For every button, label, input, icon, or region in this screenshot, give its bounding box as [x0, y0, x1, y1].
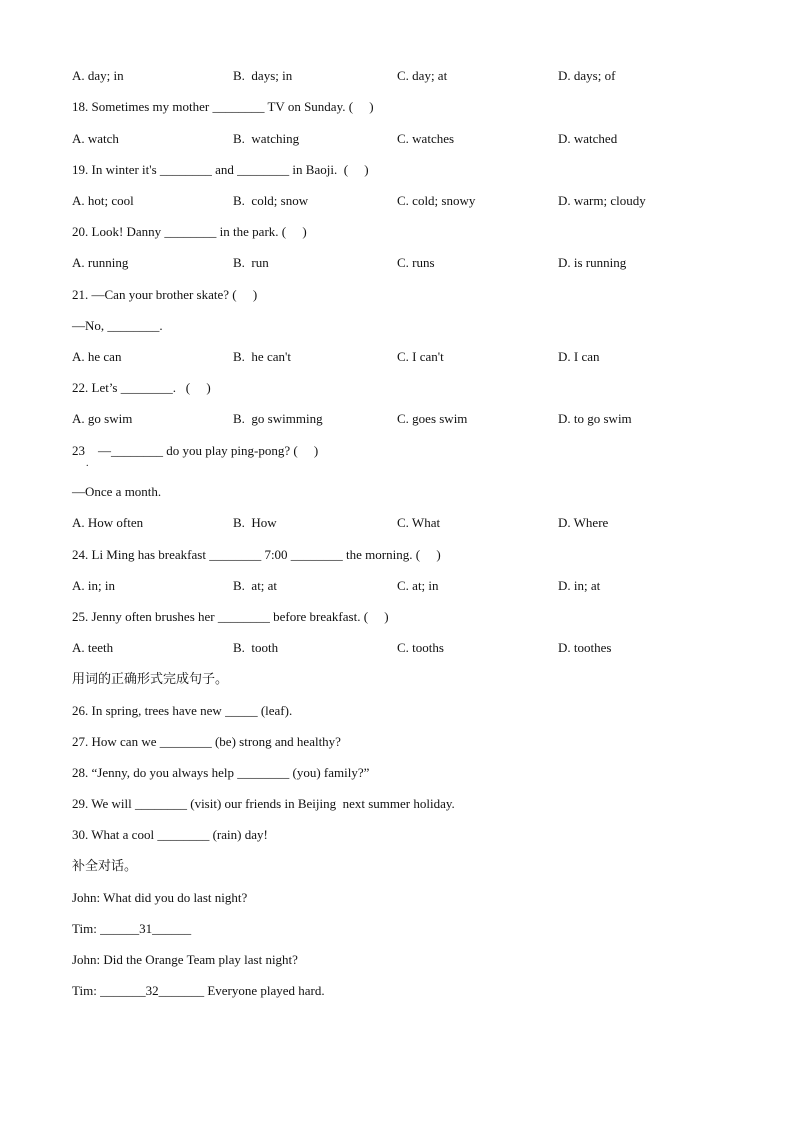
- q22-stem: 22. Let’s ________. ( ): [72, 380, 211, 395]
- q21-option-c: C. I can't: [397, 349, 444, 364]
- q22-option-c: C. goes swim: [397, 411, 468, 426]
- section-title-fill-in: 用词的正确形式完成句子。: [72, 672, 229, 687]
- q23-option-b: B. How: [233, 515, 277, 530]
- fill-item-30: 30. What a cool ________ (rain) day!: [72, 827, 268, 842]
- dialogue-line-4: Tim: _______32_______ Everyone played hard.: [72, 983, 325, 998]
- q19-stem: 19. In winter it's ________ and ________ in Baoji. ( ): [72, 162, 369, 177]
- fill-item-29: 29. We will ________ (visit) our friends in Beijing next summer holiday.: [72, 796, 455, 811]
- q23-option-a: A. How often: [72, 515, 144, 530]
- q25-option-a: A. teeth: [72, 640, 114, 655]
- q19-option-c: C. cold; snowy: [397, 193, 476, 208]
- q18-option-d: D. watched: [558, 131, 618, 146]
- q25-stem: 25. Jenny often brushes her ________ before breakfast. ( ): [72, 609, 389, 624]
- q21-option-b: B. he can't: [233, 349, 291, 364]
- q19-option-d: D. warm; cloudy: [558, 193, 646, 208]
- q17-option-d: D. days; of: [558, 68, 616, 83]
- q23-reply: —Once a month.: [72, 484, 162, 499]
- fill-item-26: 26. In spring, trees have new _____ (leaf).: [72, 703, 293, 718]
- q20-option-a: A. running: [72, 255, 129, 270]
- q17-option-c: C. day; at: [397, 68, 448, 83]
- q25-option-b: B. tooth: [233, 640, 279, 655]
- dialogue-line-2: Tim: ______31______: [72, 921, 192, 936]
- q20-option-d: D. is running: [558, 255, 627, 270]
- q24-option-b: B. at; at: [233, 578, 278, 593]
- q23-option-c: C. What: [397, 515, 441, 530]
- q21-reply: —No, ________.: [72, 318, 163, 333]
- q18-stem: 18. Sometimes my mother ________ TV on Sunday. ( ): [72, 99, 374, 114]
- q25-option-c: C. tooths: [397, 640, 444, 655]
- q25-option-d: D. toothes: [558, 640, 612, 655]
- fill-item-28: 28. “Jenny, do you always help ________ (you) family?”: [72, 765, 370, 780]
- section-title-dialogue: 补全对话。: [72, 859, 138, 874]
- q19-option-b: B. cold; snow: [233, 193, 309, 208]
- fill-item-27: 27. How can we ________ (be) strong and healthy?: [72, 734, 341, 749]
- q22-option-b: B. go swimming: [233, 411, 323, 426]
- q22-option-a: A. go swim: [72, 411, 133, 426]
- q20-stem: 20. Look! Danny ________ in the park. ( ): [72, 224, 307, 239]
- dialogue-line-3: John: Did the Orange Team play last night?: [72, 952, 298, 967]
- q17-option-b: B. days; in: [233, 68, 293, 83]
- q20-option-c: C. runs: [397, 255, 435, 270]
- q18-option-a: A. watch: [72, 131, 119, 146]
- q22-option-d: D. to go swim: [558, 411, 632, 426]
- q21-option-d: D. I can: [558, 349, 600, 364]
- q24-option-a: A. in; in: [72, 578, 115, 593]
- q24-option-d: D. in; at: [558, 578, 601, 593]
- q23-option-d: D. Where: [558, 515, 609, 530]
- q21-stem: 21. —Can your brother skate? ( ): [72, 287, 258, 302]
- q23-dot: .: [86, 458, 89, 469]
- q24-option-c: C. at; in: [397, 578, 439, 593]
- q18-option-c: C. watches: [397, 131, 455, 146]
- dialogue-line-1: John: What did you do last night?: [72, 890, 248, 905]
- q20-option-b: B. run: [233, 255, 269, 270]
- q23-stem: 23 —________ do you play ping-pong? ( ): [72, 443, 319, 458]
- q17-option-a: A. day; in: [72, 68, 124, 83]
- q24-stem: 24. Li Ming has breakfast ________ 7:00 ________ the morning. ( ): [72, 547, 441, 562]
- q21-option-a: A. he can: [72, 349, 122, 364]
- q19-option-a: A. hot; cool: [72, 193, 134, 208]
- q18-option-b: B. watching: [233, 131, 300, 146]
